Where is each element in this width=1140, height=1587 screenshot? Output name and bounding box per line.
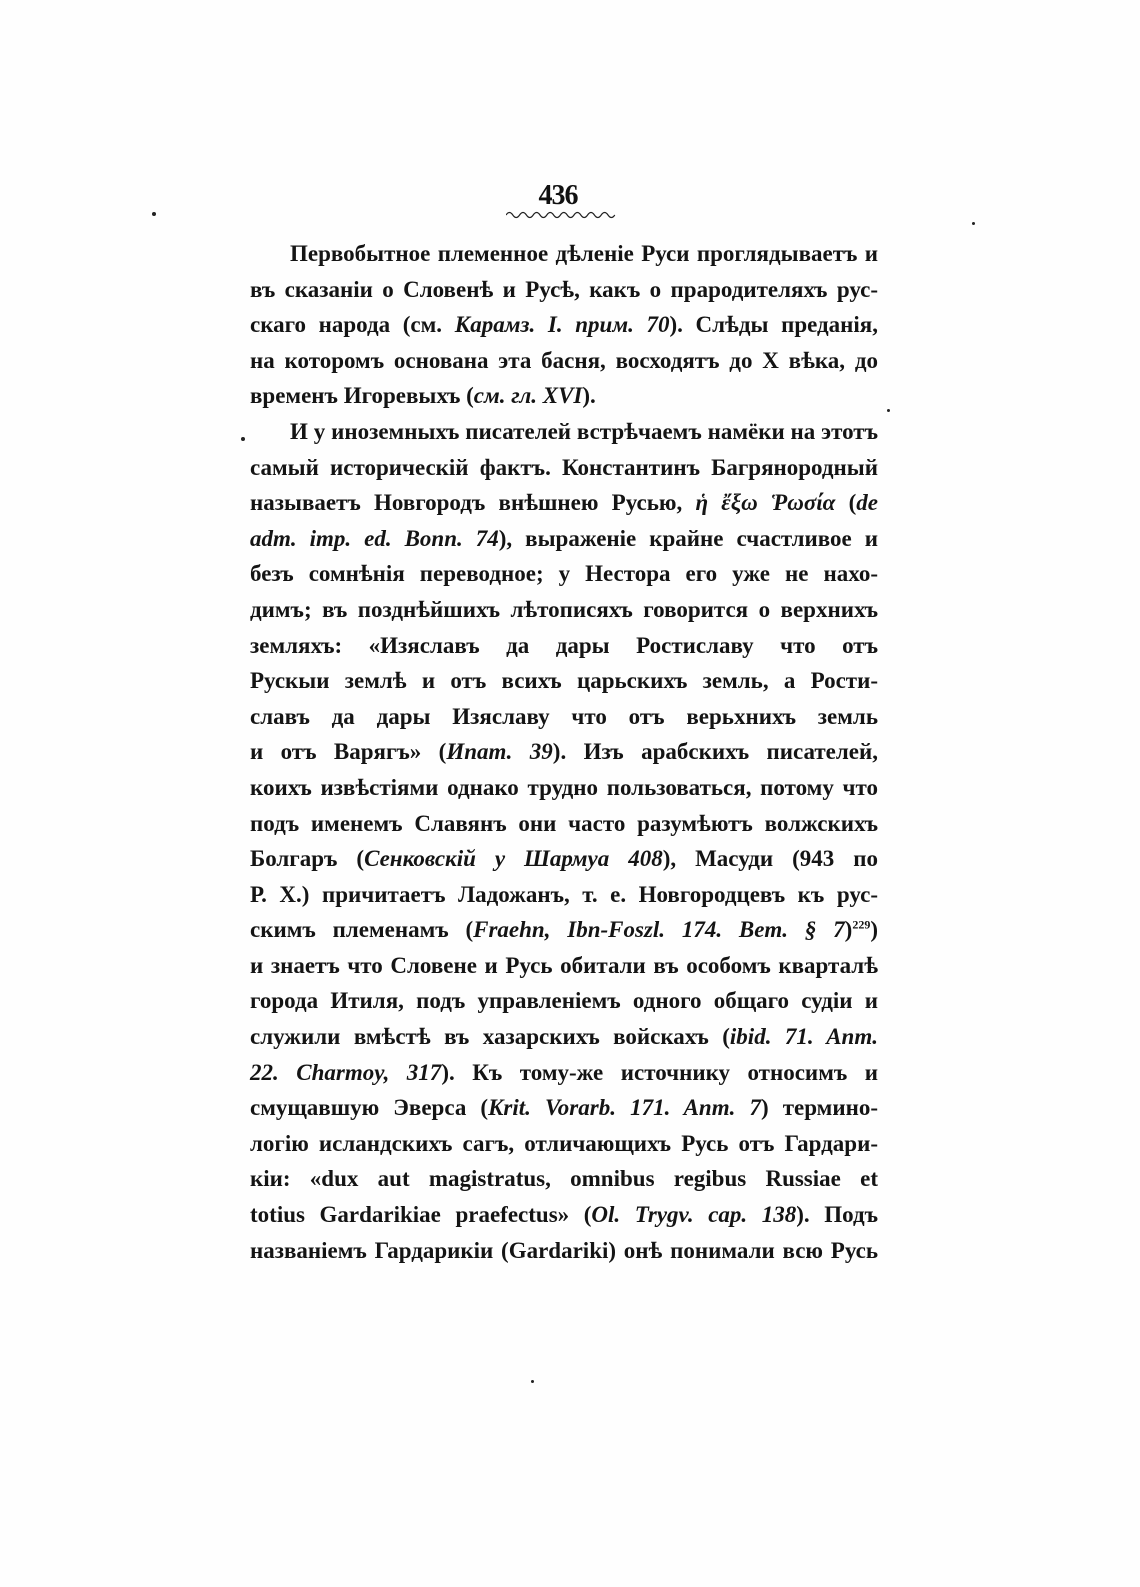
text-line — [250, 1197, 878, 1233]
print-speck — [972, 222, 975, 225]
citation-italic: Ипат. 39 — [446, 739, 553, 765]
text-run: славъ да дары Изяславу что отъ верьхнихъ земль — [250, 703, 878, 729]
text-line — [250, 912, 878, 948]
citation-italic: Карамз. I. прим. 70 — [454, 312, 670, 338]
text-line — [250, 734, 878, 770]
citation-italic: Fraehn, Ibn-Foszl. 174. Bem. § 7 — [473, 917, 845, 943]
text-line — [250, 699, 878, 735]
citation-italic: adm. imp. ed. Bonn. 74 — [250, 525, 499, 551]
text-run: коихъ извѣстіями однако трудно пользоваться, потому что — [250, 774, 878, 800]
text-run: Рускыи землѣ и отъ всихъ царьскихъ земль, а Рости- — [250, 668, 878, 694]
text-line — [250, 592, 878, 628]
text-run: названіемъ Гардарикіи (Gardariki) онѣ понимали всю Русь — [250, 1237, 878, 1263]
text-run: на которомъ основана эта басня, восходятъ до X вѣка, до — [250, 347, 878, 373]
text-line — [250, 521, 878, 557]
citation-italic: см. гл. XVI — [473, 383, 583, 409]
text-line — [250, 628, 878, 664]
print-speck — [241, 437, 245, 441]
text-line — [250, 877, 878, 913]
citation-italic: Сенковскій у Шармуа 408 — [364, 846, 663, 872]
text-run: Первобытное племенное дѣленіе Руси проглядываетъ и — [290, 241, 878, 266]
text-line — [250, 1161, 878, 1197]
page-number: 436 — [538, 180, 578, 211]
text-line — [250, 1233, 878, 1269]
text-run: земляхъ: «Изяславъ да дары Ростиславу что отъ — [250, 632, 878, 658]
text-run: ), Масуди (943 по — [662, 846, 879, 872]
text-run: называетъ Новгородъ внѣшнею Русью, — [250, 490, 696, 516]
text-run: ). Подъ — [796, 1202, 878, 1228]
print-speck — [531, 1380, 534, 1383]
text-line — [250, 983, 878, 1019]
text-line — [250, 236, 878, 272]
citation-italic: de — [856, 490, 878, 516]
text-line — [250, 841, 878, 877]
text-line — [250, 378, 878, 414]
text-run: подъ именемъ Славянъ они часто разумѣютъ волжскихъ — [250, 810, 878, 836]
citation-italic: Ol. Trygv. cap. 138 — [591, 1202, 797, 1228]
text-run: totius Gardarikiae praefectus» ( — [250, 1202, 592, 1228]
text-run: ) — [844, 917, 853, 943]
text-run: кіи: «dux aut magistratus, omnibus regibus Russiae et — [250, 1166, 878, 1192]
text-line — [250, 272, 878, 308]
text-run: скаго народа (см. — [250, 312, 455, 338]
text-run: Болгаръ ( — [250, 846, 365, 872]
text-run: скимъ племенамъ ( — [250, 917, 474, 943]
body-text — [250, 236, 878, 1268]
text-run: ) — [870, 917, 878, 943]
text-run: безъ сомнѣнія переводное; у Нестора его уже не нахо- — [250, 561, 878, 587]
wavy-rule-ornament — [506, 210, 616, 220]
text-line — [250, 806, 878, 842]
text-run: ). Къ тому-же источнику относимъ и — [441, 1059, 879, 1085]
citation-italic: 22. Charmoy, 317 — [250, 1059, 442, 1085]
text-run: ). Изъ арабскихъ писателей, — [552, 739, 878, 765]
print-speck — [152, 212, 156, 216]
text-line — [250, 1019, 878, 1055]
footnote-marker: 229 — [852, 917, 871, 932]
print-speck — [887, 409, 890, 412]
text-line — [250, 307, 878, 343]
citation-italic: ibid. 71. Anm. — [729, 1024, 878, 1050]
text-run: ), выраженіе крайне счастливое и — [498, 525, 878, 551]
citation-italic: ἡ ἔξω Ῥωσία — [695, 490, 836, 516]
text-run: самый историческій фактъ. Константинъ Багрянородный — [250, 454, 878, 480]
text-run: ). Слѣды преданія, — [669, 312, 878, 338]
text-run: ) термино- — [760, 1095, 878, 1121]
text-line — [250, 1055, 878, 1091]
text-run: смущавшую Эверса ( — [250, 1095, 489, 1121]
text-line — [250, 1090, 878, 1126]
text-run: ( — [835, 490, 857, 516]
text-line — [250, 343, 878, 379]
text-run: ). — [582, 383, 596, 409]
citation-italic: Krit. Vorarb. 171. Anm. 7 — [488, 1095, 761, 1121]
text-line — [250, 770, 878, 806]
text-line — [250, 663, 878, 699]
text-run: и знаетъ что Словене и Русь обитали въ особомъ кварталѣ — [250, 952, 878, 978]
text-run: Р. Х.) причитаетъ Ладожанъ, т. е. Новгородцевъ къ рус- — [250, 881, 878, 907]
text-line — [250, 948, 878, 984]
text-line — [250, 414, 878, 450]
text-line — [250, 1126, 878, 1162]
text-run: логію исландскихъ сагъ, отличающихъ Русь отъ Гардари- — [250, 1130, 878, 1156]
text-line — [250, 450, 878, 486]
text-run: временъ Игоревыхъ ( — [250, 383, 474, 409]
text-run: въ сказаніи о Словенѣ и Русѣ, какъ о прародителяхъ рус- — [250, 276, 878, 302]
text-run: и отъ Варягъ» ( — [250, 739, 447, 765]
text-run: города Итиля, подъ управленіемъ одного общаго судіи и — [250, 988, 878, 1014]
text-run: димъ; въ позднѣйшихъ лѣтописяхъ говорится о верхнихъ — [250, 596, 878, 622]
text-run: И у иноземныхъ писателей встрѣчаемъ намёки на этотъ — [290, 418, 878, 444]
text-line — [250, 485, 878, 521]
text-run: служили вмѣстѣ въ хазарскихъ войскахъ ( — [250, 1024, 730, 1050]
text-line — [250, 556, 878, 592]
